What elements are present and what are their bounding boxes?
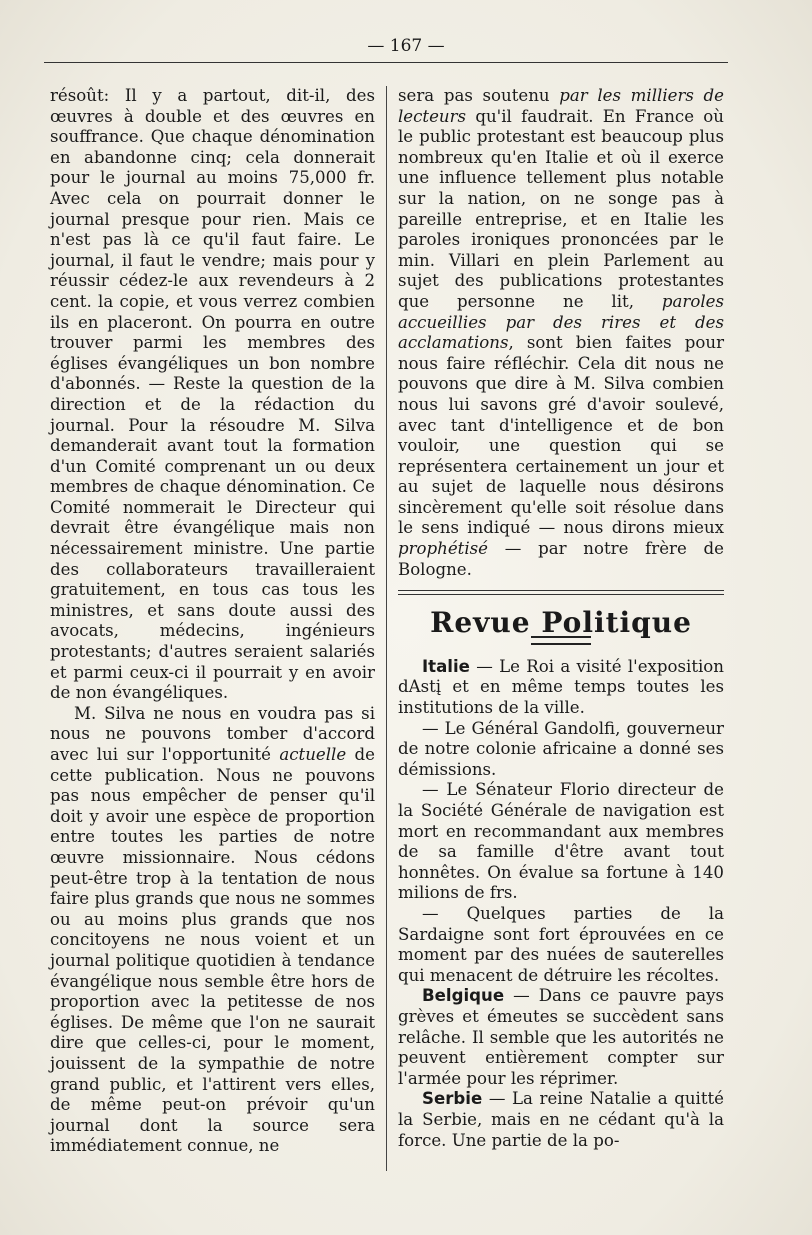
right-paragraph-1: sera pas soutenu par les milliers de lecteurs qu'il faudrait. En France où le public protestant est beaucoup plus nombreux qu'en Italie et où il exerce une influence tellement plus notable sur la nation, on ne songe pas à pareille entreprise, et en Italie les paroles ironiques prononcées par le min. Villari en plein Parlement au sujet des publications protestantes que personne ne lit, paroles accueillies par des rires et des acclamations, sont bien faites pour nous faire réfléchir. Cela dit nous ne pouvons que dire à M. Silva combien nous lui savons gré d'avoir soulevé, avec tant d'intelligence et de bon vouloir, une question qui se représentera certainement un jour et au sujet de laquelle nous désirons sincèrement qu'elle soit résolue dans le sens indiqué — nous dirons mieux prophétisé — par notre frère de Bologne. [398,86,725,579]
news-sardaigne: — Quelques parties de la Sardaigne sont fort éprouvées en ce moment par des nuées de sauterelles qui menacent de détruire les récoltes. [398,903,724,985]
column-divider [386,86,387,1171]
news-florio: — Le Sénateur Florio directeur de la Société Générale de navigation est mort en recommandant aux membres de sa famille d'être avant tout honnêtes. On évalue sa fortune à 140 milions de frs. [398,780,724,903]
news-gandolfi: — Le Général Gandolfi, gouverneur de notre colonie africaine a donné ses démissions. [398,718,724,779]
section-separator [398,590,724,595]
header-rule [44,62,728,63]
page-number: — 167 — [367,36,445,56]
news-serbie: Serbie — La reine Natalie a quitté la Serbie, mais en ne cédant qu'à la force. Une partie de la po- [398,1089,724,1150]
left-paragraph-2: M. Silva ne nous en voudra pas si nous ne pouvons tomber d'accord avec lui sur l'opportunité actuelle de cette publication. Nous ne pouvons pas nous empêcher de penser qu'il doit y avoir une espèce de proportion entre toutes les parties de notre œuvre missionnaire. Nous cédons peut-être trop à la tentation de nous faire plus grands que nous ne sommes ou au moins plus grands que nos concitoyens ne nous voient et un journal politique quotidien à tendance évangélique nous semble être hors de proportion avec la petitesse de nos églises. De même que l'on ne saurait dire que celles-ci, pour le moment, jouissent de la sympathie de notre grand public, et l'attirent vers elles, de même peut-on prévoir qu'un journal dont la source sera immédiatement connue, ne [50,703,375,1156]
right-column [398,86,724,1151]
left-paragraph-1: résoût: Il y a partout, dit-il, des œuvres à double et des œuvres en souffrance. Que chaque dénomination en abandonne cinq; cela donnerait pour le journal au moins 75,000 fr. Avec cela on pourrait donner le journal presque pour rien. Mais ce n'est pas là ce qu'il faut faire. Le journal, il faut le vendre; mais pour y réussir cédez-le aux revendeurs à 2 cent. la copie, et vous verrez combien ils en placeront. On pourra en outre trouver parmi les membres des églises évangéliques un bon nombre d'abonnés. — Reste la question de la direction et de la rédaction du journal. Pour la résoudre M. Silva demanderait avant tout la formation d'un Comité comprenant un ou deux membres de chaque dénomination. Ce Comité nommerait le Directeur qui devrait être évangélique mais non nécessairement ministre. Une partie des collaborateurs travailleraient gratuitement, en tous cas tous les ministres, et sans doute aussi des avocats, médecins, ingénieurs protestants; d'autres seraient salariés et parmi ceux-ci il pourrait y en avoir de non évangéliques. [50,86,375,703]
news-belgique: Belgique — Dans ce pauvre pays grèves et émeutes se succèdent sans relâche. Il semble que les autorités ne peuvent entièrement compter sur l'armée pour les réprimer. [398,986,724,1088]
section-heading: Revue Politique [430,606,692,640]
news-italie: Italie — Le Roi a visité l'exposition dAstį et en même temps toutes les institutions de la ville. [398,656,724,718]
left-column [50,86,375,1157]
